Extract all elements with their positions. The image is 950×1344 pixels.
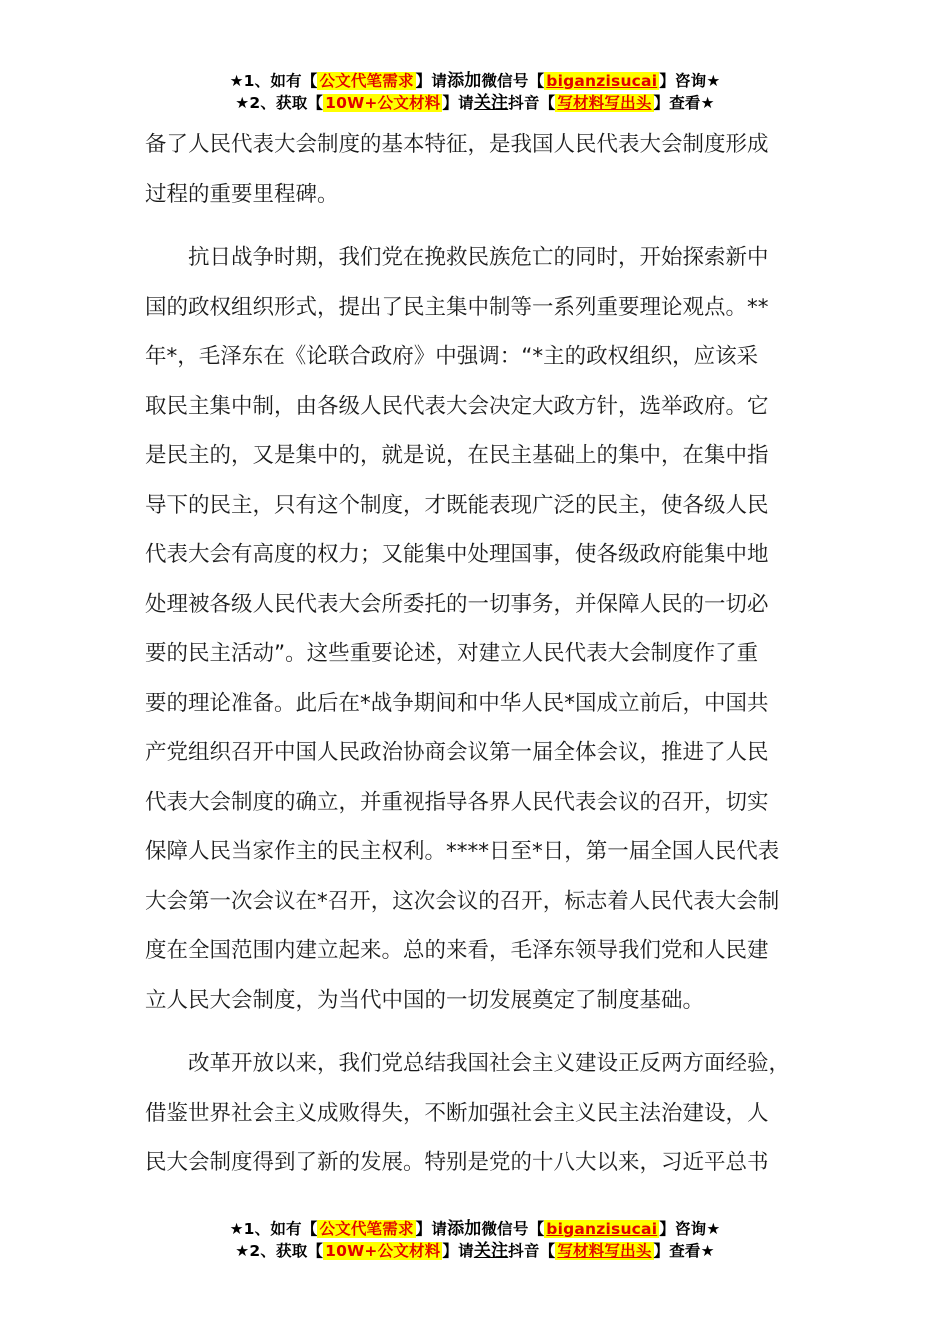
footer-banner bbox=[0, 1218, 950, 1262]
text-line: 产党组织召开中国人民政治协商会议第一届全体会议，推进了人民 bbox=[145, 740, 769, 765]
text-line: 立人民大会制度，为当代中国的一切发展奠定了制度基础。 bbox=[145, 987, 705, 1013]
follow-emphasis: 关注 bbox=[473, 93, 509, 113]
header-line2-prefix: ★2、获取【 bbox=[235, 94, 324, 112]
text-line: 过程的重要里程碑。 bbox=[145, 181, 339, 207]
text-line: 借鉴世界社会主义成败得失，不断加强社会主义民主法治建设，人 bbox=[145, 1100, 769, 1126]
wechat-id-highlight: biganzisucai bbox=[546, 1220, 658, 1238]
follow-emphasis: 关注 bbox=[473, 1241, 509, 1261]
materials-highlight: 10W+公文材料 bbox=[325, 1242, 441, 1260]
header-line-2 bbox=[0, 92, 950, 114]
header-line1-prefix: ★1、如有【 bbox=[229, 72, 318, 90]
header-line1-suffix: 】咨询★ bbox=[659, 72, 721, 90]
text-line: 抗日战争时期，我们党在挽救民族危亡的同时，开始探索新中 bbox=[188, 245, 769, 270]
header-line-1 bbox=[0, 70, 950, 92]
footer-line-2 bbox=[0, 1240, 950, 1262]
header-line1-text: 】请 bbox=[415, 72, 448, 90]
footer-line2-text-2: 抖音【 bbox=[508, 1242, 556, 1260]
text-line: 处理被各级人民代表大会所委托的一切事务，并保障人民的一切必 bbox=[145, 591, 769, 617]
paragraph-3 bbox=[145, 1039, 825, 1188]
paragraph-2 bbox=[145, 233, 825, 1025]
footer-line1-suffix: 】咨询★ bbox=[659, 1220, 721, 1238]
wechat-id-highlight: biganzisucai bbox=[546, 72, 658, 90]
ghostwriting-highlight: 公文代笔需求 bbox=[319, 1220, 414, 1238]
text-line: 改革开放以来，我们党总结我国社会主义建设正反两方面经验， bbox=[188, 1051, 791, 1076]
text-line: 民大会制度得到了新的发展。特别是党的十八大以来，习近平总书 bbox=[145, 1150, 769, 1175]
text-line: 保障人民当家作主的民主权利。****日至*日，第一届全国人民代表 bbox=[145, 839, 780, 864]
text-line: 备了人民代表大会制度的基本特征，是我国人民代表大会制度形成 bbox=[145, 132, 769, 157]
text-line: 要的理论准备。此后在*战争期间和中华人民*国成立前后，中国共 bbox=[145, 690, 769, 716]
document-body bbox=[145, 120, 825, 1188]
footer-line-1 bbox=[0, 1218, 950, 1240]
text-line: 大会第一次会议在*召开，这次会议的召开，标志着人民代表大会制 bbox=[145, 888, 780, 914]
footer-line2-suffix: 】查看★ bbox=[653, 1242, 715, 1260]
text-line: 是民主的，又是集中的，就是说，在民主基础上的集中，在集中指 bbox=[145, 443, 769, 468]
header-line1-text-2: 微信号【 bbox=[481, 72, 545, 90]
footer-line2-prefix: ★2、获取【 bbox=[235, 1242, 324, 1260]
header-banner bbox=[0, 70, 950, 114]
footer-line1-text-2: 微信号【 bbox=[481, 1220, 545, 1238]
header-line2-text: 】请 bbox=[442, 94, 474, 112]
text-line: 取民主集中制，由各级人民代表大会决定大政方针，选举政府。它 bbox=[145, 393, 769, 419]
header-line2-suffix: 】查看★ bbox=[653, 94, 715, 112]
paragraph-1 bbox=[145, 120, 825, 219]
materials-highlight: 10W+公文材料 bbox=[325, 94, 441, 112]
text-line: 度在全国范围内建立起来。总的来看，毛泽东领导我们党和人民建 bbox=[145, 938, 769, 963]
text-line: 年*，毛泽东在《论联合政府》中强调：“*主的政权组织，应该采 bbox=[145, 344, 759, 369]
footer-line1-text: 】请 bbox=[415, 1220, 448, 1238]
douyin-account-highlight: 写材料写出头 bbox=[557, 94, 652, 112]
douyin-account-highlight: 写材料写出头 bbox=[557, 1242, 652, 1260]
add-emphasis: 添加 bbox=[447, 71, 482, 91]
header-line2-text-2: 抖音【 bbox=[508, 94, 556, 112]
text-line: 国的政权组织形式，提出了民主集中制等一系列重要理论观点。** bbox=[145, 294, 769, 320]
text-line: 导下的民主，只有这个制度，才既能表现广泛的民主，使各级人民 bbox=[145, 492, 769, 518]
text-line: 要的民主活动”。这些重要论述，对建立人民代表大会制度作了重 bbox=[145, 641, 759, 666]
add-emphasis: 添加 bbox=[447, 1219, 482, 1239]
text-line: 代表大会有高度的权力；又能集中处理国事，使各级政府能集中地 bbox=[145, 542, 769, 567]
text-line: 代表大会制度的确立，并重视指导各界人民代表会议的召开，切实 bbox=[145, 789, 769, 815]
footer-line1-prefix: ★1、如有【 bbox=[229, 1220, 318, 1238]
footer-line2-text: 】请 bbox=[442, 1242, 474, 1260]
ghostwriting-highlight: 公文代笔需求 bbox=[319, 72, 414, 90]
